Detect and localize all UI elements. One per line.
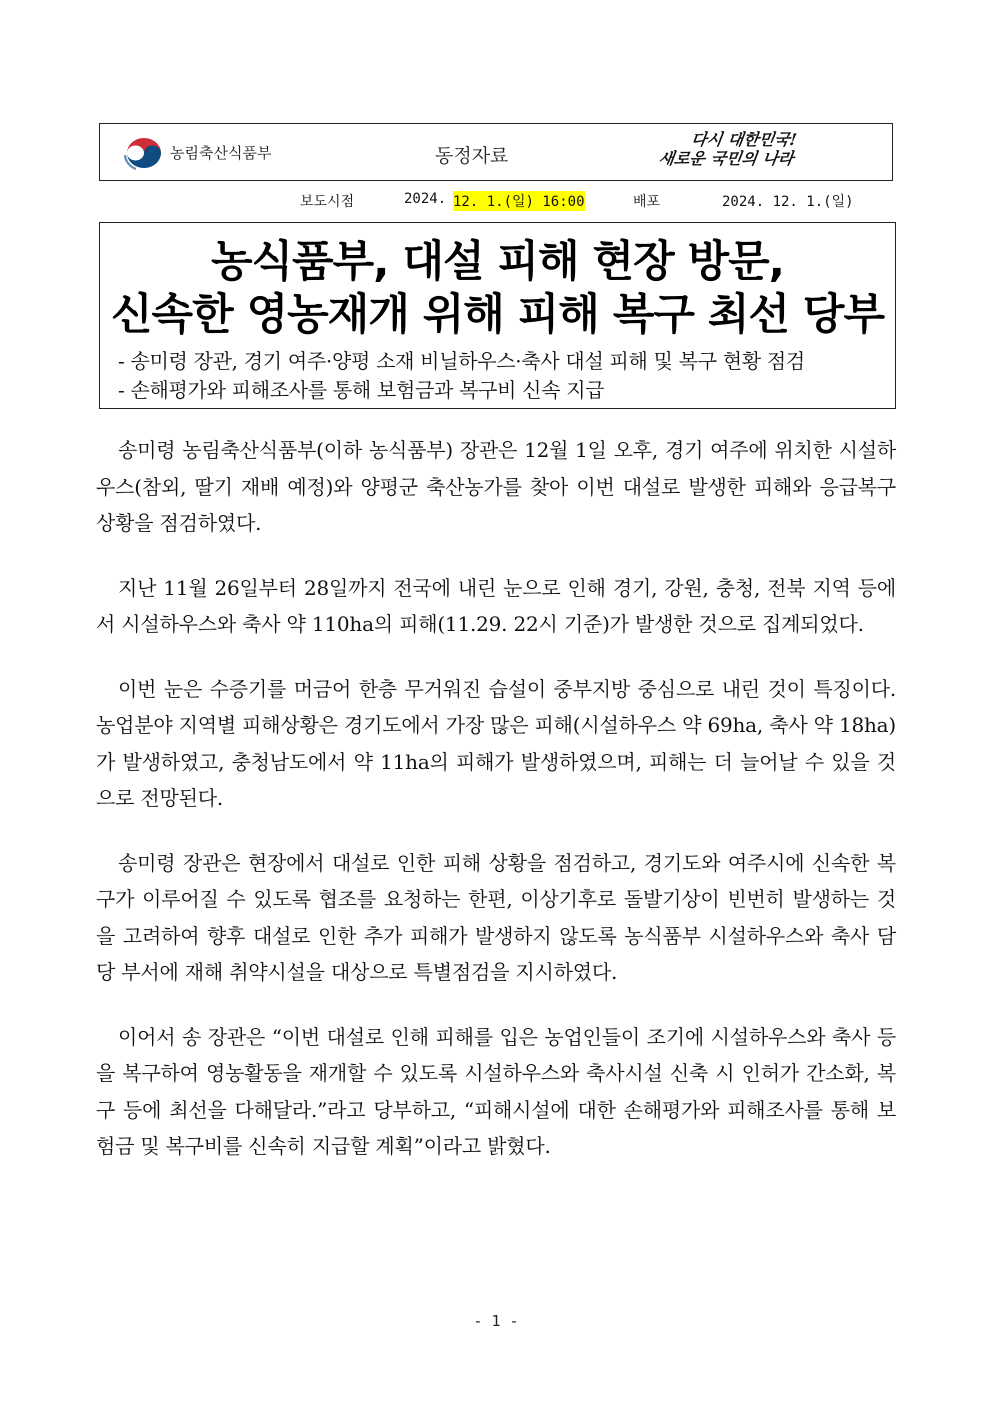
paragraph-2: 지난 11월 26일부터 28일까지 전국에 내린 눈으로 인해 경기, 강원, 충청, 전북 지역 등에서 시설하우스와 축사 약 110ha의 피해(11.29. 22시 기준)가 발생한 것으로 집계되었다.	[96, 575, 896, 636]
report-year: 2024.	[404, 191, 447, 207]
headline-line-2: 신속한 영농재개 위해 피해 복구 최선 당부	[111, 290, 884, 340]
headline-box	[99, 222, 896, 409]
headline-line-1: 농식품부, 대설 피해 현장 방문,	[210, 237, 784, 287]
paragraph-1: 송미령 농림축산식품부(이하 농식품부) 장관은 12월 1일 오후, 경기 여주에 위치한 시설하우스(참외, 딸기 재배 예정)와 양평군 축산농가를 찾아 이번 대설로 발생한 피해와 응급복구 상황을 점검하였다.	[96, 438, 896, 535]
subheadline-1: - 송미령 장관, 경기 여주·양평 소재 비닐하우스·축사 대설 피해 및 복구 현황 점검	[118, 349, 805, 373]
paragraph-3: 이번 눈은 수증기를 머금어 한층 무거워진 습설이 중부지방 중심으로 내린 것이 특징이다. 농업분야 지역별 피해상황은 경기도에서 가장 많은 피해(시설하우스 약 69ha, 축사 약 18ha)가 발생하였고, 충청남도에서 약 11ha의 피해가 발생하였으며, 피해는 더 늘어날 수 있을 것으로 전망된다.	[96, 676, 896, 810]
government-slogan	[657, 130, 858, 168]
ministry-name: 농림축산식품부	[170, 143, 272, 162]
header-box	[99, 123, 893, 181]
ministry-logo	[124, 136, 271, 170]
slogan-line-2: 새로운 국민의 나라	[657, 149, 795, 168]
paragraph-4: 송미령 장관은 현장에서 대설로 인한 피해 상황을 점검하고, 경기도와 여주시에 신속한 복구가 이루어질 수 있도록 협조를 요청하는 한편, 이상기후로 돌발기상이 빈번히 발생하는 것을 고려하여 향후 대설로 인한 추가 피해가 발생하지 않도록 농식품부 시설하우스와 축사 담당 부서에 재해 취약시설을 대상으로 특별점검을 지시하였다.	[96, 850, 896, 984]
document-type: 동정자료	[435, 145, 509, 167]
report-datetime: 12. 1.(일) 16:00	[453, 191, 585, 211]
release-info-row	[0, 191, 992, 213]
taegeuk-emblem-icon	[124, 136, 164, 170]
paragraph-5: 이어서 송 장관은 “이번 대설로 인해 피해를 입은 농업인들이 조기에 시설하우스와 축사 등을 복구하여 영농활동을 재개할 수 있도록 시설하우스와 축사시설 신축 시 인허가 간소화, 복구 등에 최선을 다해달라.”라고 당부하고, “피해시설에 대한 손해평가와 피해조사를 통해 보험금 및 복구비를 신속히 지급할 계획”이라고 밝혔다.	[96, 1024, 896, 1158]
distribution-date: 2024. 12. 1.(일)	[722, 194, 854, 210]
subheadline-2: - 손해평가와 피해조사를 통해 보험금과 복구비 신속 지급	[118, 378, 605, 402]
article-body	[96, 432, 896, 1193]
distribution-label: 배포	[633, 194, 661, 210]
report-time-label: 보도시점	[300, 194, 355, 210]
page-number: - 1 -	[473, 1312, 519, 1330]
slogan-line-1: 다시 대한민국!	[690, 130, 799, 149]
